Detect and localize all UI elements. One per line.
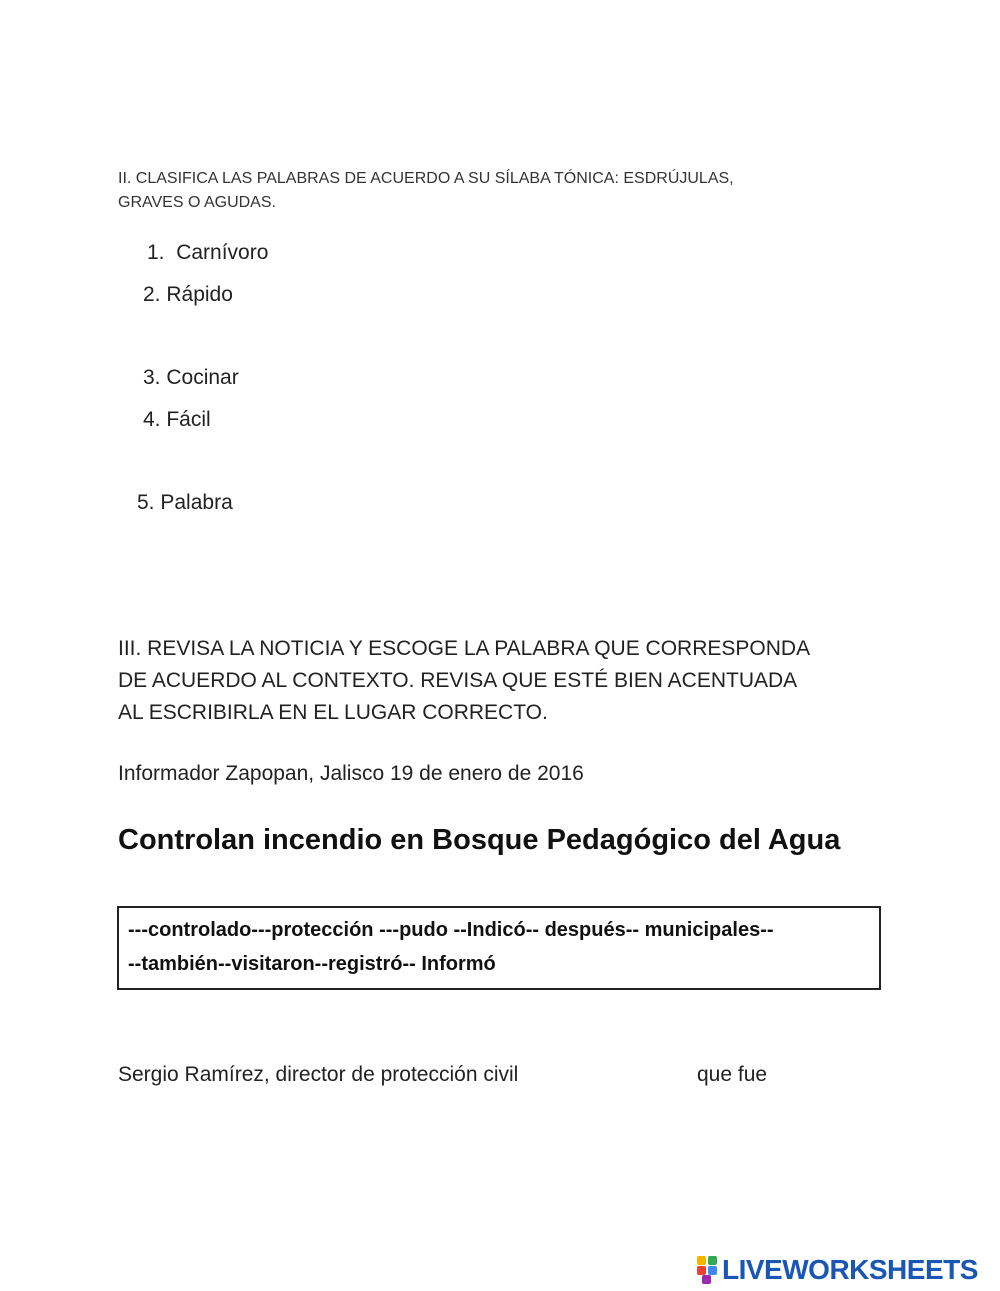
list-item bbox=[143, 283, 233, 307]
list-item bbox=[137, 491, 233, 515]
list-item-word: Cocinar bbox=[166, 366, 239, 389]
list-item-number: 3. bbox=[143, 366, 161, 389]
section-3-instruction-line-3: AL ESCRIBIRLA EN EL LUGAR CORRECTO. bbox=[118, 701, 548, 724]
liveworksheets-icon bbox=[697, 1256, 719, 1284]
word-bank-line-1: ---controlado---protección ---pudo --Indicó-- después-- municipales-- bbox=[128, 919, 774, 941]
liveworksheets-logo bbox=[697, 1254, 978, 1286]
list-item-number: 1. bbox=[147, 241, 165, 264]
section-3-instruction-line-1: III. REVISA LA NOTICIA Y ESCOGE LA PALABRA QUE CORRESPONDA bbox=[118, 637, 811, 660]
list-item bbox=[143, 408, 211, 432]
news-headline: Controlan incendio en Bosque Pedagógico del Agua bbox=[118, 824, 841, 856]
section-2-instruction-line-2: GRAVES O AGUDAS. bbox=[118, 194, 276, 211]
news-body-text-part-1: Sergio Ramírez, director de protección civil bbox=[118, 1063, 519, 1086]
list-item bbox=[147, 241, 268, 265]
liveworksheets-wordmark: LIVEWORKSHEETS bbox=[722, 1254, 978, 1285]
news-source: Informador Zapopan, Jalisco 19 de enero de 2016 bbox=[118, 762, 584, 785]
word-bank-box bbox=[117, 906, 881, 990]
list-item-word: Carnívoro bbox=[176, 241, 269, 264]
list-item bbox=[143, 366, 239, 390]
news-body-text-part-2: que fue bbox=[697, 1063, 768, 1086]
list-item-word: Rápido bbox=[166, 283, 233, 306]
list-item-word: Fácil bbox=[166, 408, 211, 431]
list-item-number: 4. bbox=[143, 408, 161, 431]
list-item-number: 5. bbox=[137, 491, 155, 514]
word-bank-line-2: --también--visitaron--registró-- Informó bbox=[128, 953, 496, 975]
list-item-word: Palabra bbox=[160, 491, 233, 514]
section-3-instruction-line-2: DE ACUERDO AL CONTEXTO. REVISA QUE ESTÉ BIEN ACENTUADA bbox=[118, 669, 798, 692]
section-2-instruction-line-1: II. CLASIFICA LAS PALABRAS DE ACUERDO A SU SÍLABA TÓNICA: ESDRÚJULAS, bbox=[118, 170, 734, 187]
list-item-number: 2. bbox=[143, 283, 161, 306]
